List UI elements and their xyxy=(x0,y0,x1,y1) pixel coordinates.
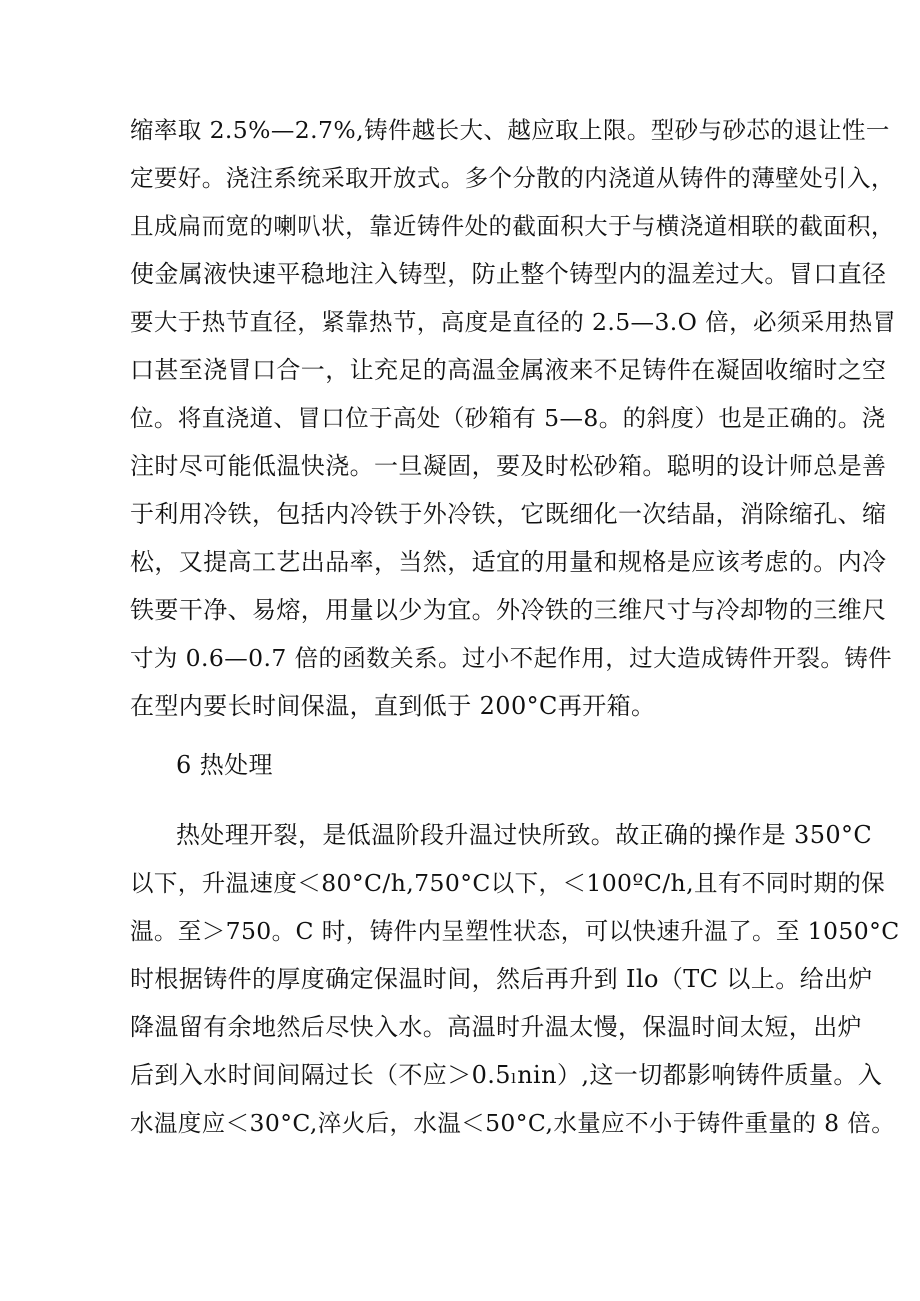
paragraph-2-line-1: 热处理开裂，是低温阶段升温过快所致。故正确的操作是 350°C xyxy=(176,821,873,849)
section-heading: 6 热处理 xyxy=(176,751,273,779)
paragraph-2-line-4: 时根据铸件的厚度确定保温时间，然后再升到 Ilo（TC 以上。给出炉 xyxy=(130,965,873,993)
paragraph-1-line-4: 使金属液快速平稳地注入铸型，防止整个铸型内的温差过大。冒口直径 xyxy=(130,260,887,288)
paragraph-1-line-2: 定要好。浇注系统采取开放式。多个分散的内浇道从铸件的薄壁处引入， xyxy=(130,164,895,192)
paragraph-1-line-1: 缩率取 2.5%—2.7%,铸件越长大、越应取上限。型砂与砂芯的退让性一 xyxy=(130,116,890,144)
paragraph-1-line-9: 于利用冷铁，包括内冷铁于外冷铁，它既细化一次结晶，消除缩孔、缩 xyxy=(130,500,887,528)
paragraph-1-line-8: 注时尽可能低温快浇。一旦凝固，要及时松砂箱。聪明的设计师总是善 xyxy=(130,452,887,480)
paragraph-1-line-13: 在型内要长时间保温，直到低于 200°C再开箱。 xyxy=(130,692,656,720)
paragraph-1-line-12: 寸为 0.6—0.7 倍的函数关系。过小不起作用，过大造成铸件开裂。铸件 xyxy=(130,644,893,672)
paragraph-1-line-6: 口甚至浇冒口合一，让充足的高温金属液来不足铸件在凝固收缩时之空 xyxy=(130,356,887,384)
paragraph-1-line-11: 铁要干净、易熔，用量以少为宜。外冷铁的三维尺寸与冷却物的三维尺 xyxy=(130,596,887,624)
paragraph-1-line-3: 且成扁而宽的喇叭状，靠近铸件处的截面积大于与横浇道相联的截面积， xyxy=(130,212,895,240)
paragraph-1-line-10: 松，又提高工艺出品率，当然，适宜的用量和规格是应该考虑的。内冷 xyxy=(130,548,887,576)
paragraph-2-line-3: 温。至＞750。C 时，铸件内呈塑性状态，可以快速升温了。至 1050°C xyxy=(130,917,900,945)
paragraph-1-line-5: 要大于热节直径，紧靠热节，高度是直径的 2.5—3.O 倍，必须采用热冒 xyxy=(130,308,897,336)
paragraph-2-line-5: 降温留有余地然后尽快入水。高温时升温太慢，保温时间太短，出炉 xyxy=(130,1013,862,1041)
paragraph-1-line-7: 位。将直浇道、冒口位于高处（砂箱有 5—8。的斜度）也是正确的。浇 xyxy=(130,404,886,432)
paragraph-2-line-2: 以下，升温速度＜80°C∕h,750°C以下，＜100ºC∕h,且有不同时期的保 xyxy=(130,869,886,897)
paragraph-2-line-7: 水温度应＜30°C,淬火后，水温＜50°C,水量应不小于铸件重量的 8 倍。 xyxy=(130,1109,896,1137)
paragraph-2-line-6: 后到入水时间间隔过长（不应＞0.5ₗnin）,这一切都影响铸件质量。入 xyxy=(130,1061,883,1089)
